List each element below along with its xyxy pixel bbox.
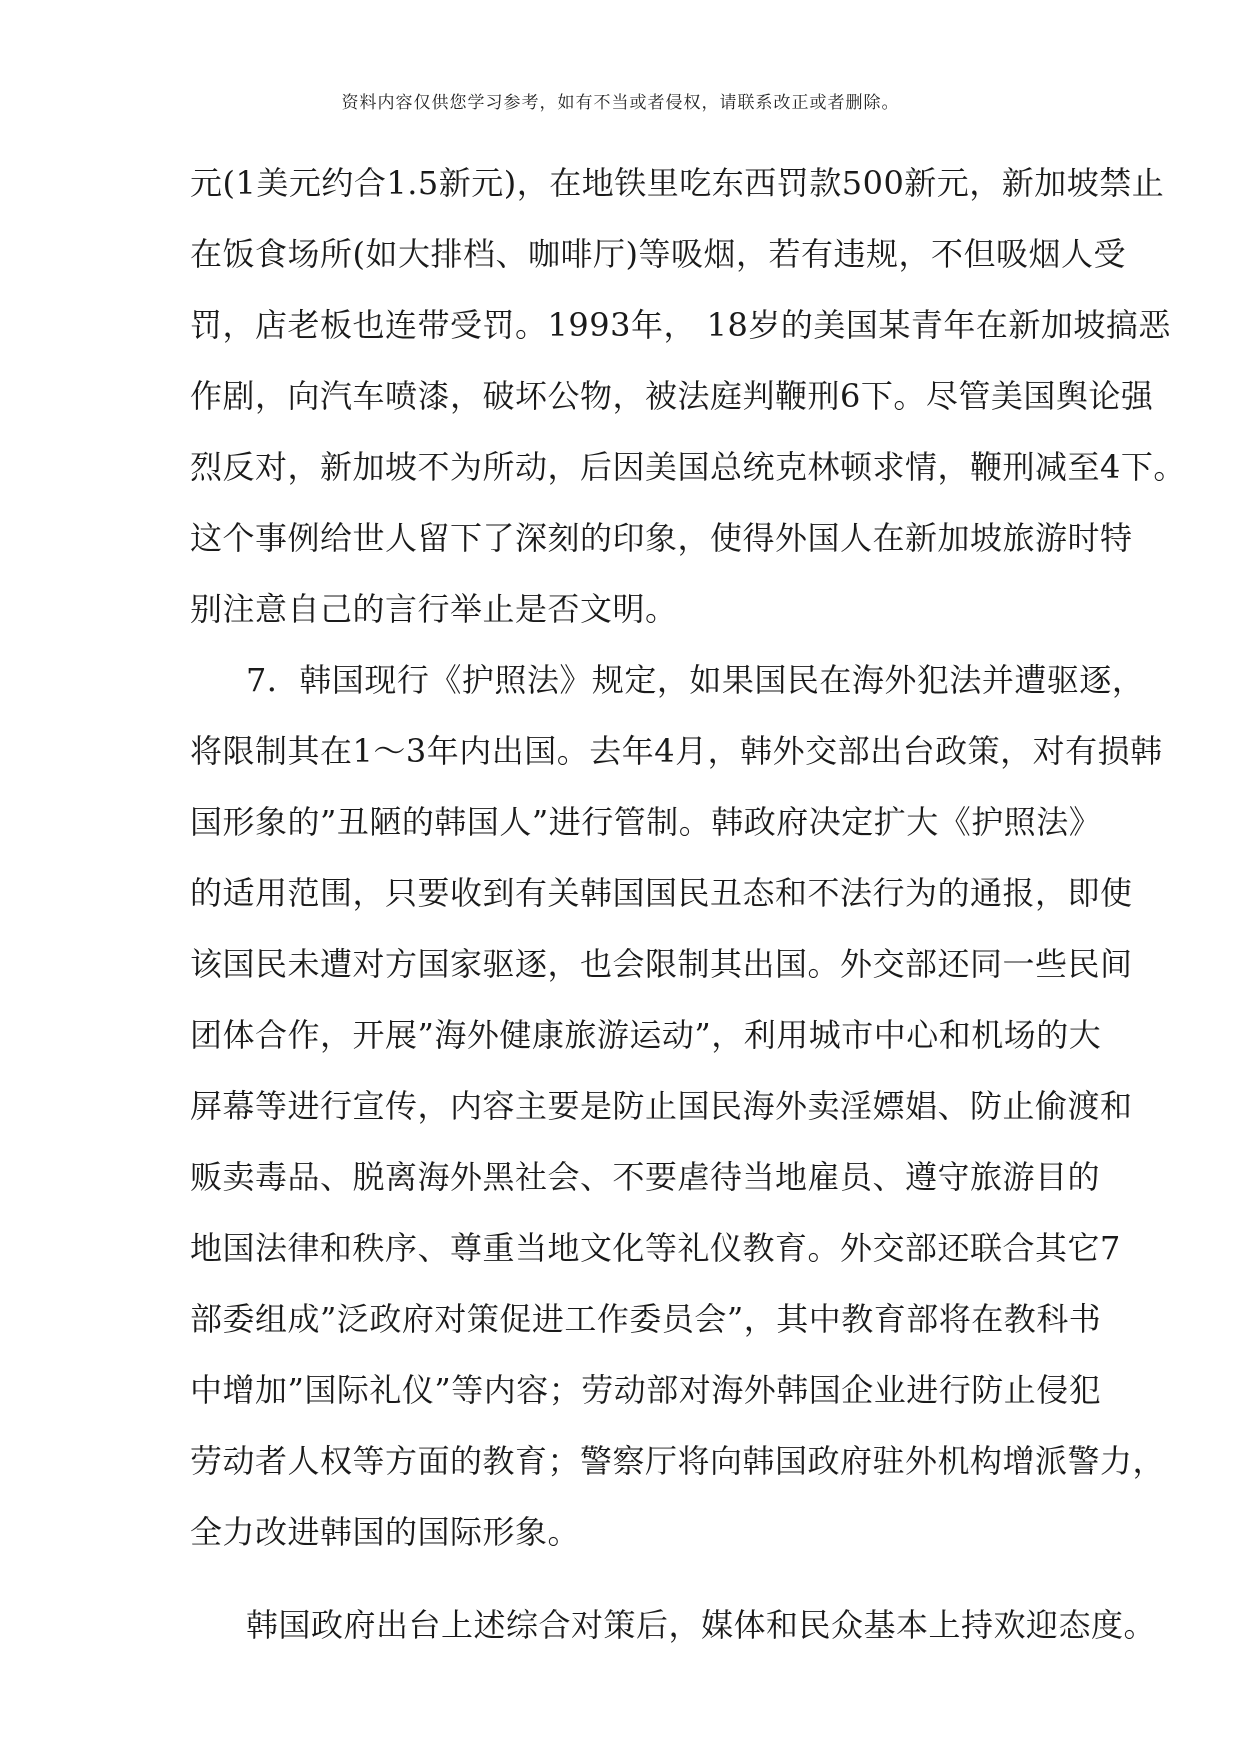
text-line: 屏幕等进行宣传，内容主要是防止国民海外卖淫嫖娼、防止偷渡和 <box>190 1087 1133 1125</box>
document-body <box>190 155 1186 1668</box>
header-disclaimer: 资料内容仅供您学习参考，如有不当或者侵权，请联系改正或者删除。 <box>341 93 900 113</box>
text-line: 烈反对，新加坡不为所动，后因美国总统克林顿求情，鞭刑减至4下。 <box>190 448 1186 486</box>
text-line: 别注意自己的言行举止是否文明。 <box>190 590 678 628</box>
text-line: 全力改进韩国的国际形象。 <box>190 1513 581 1551</box>
text-line: 将限制其在1～3年内出国。去年4月，韩外交部出台政策，对有损韩 <box>190 732 1163 770</box>
text-line: 作剧，向汽车喷漆，破坏公物，被法庭判鞭刑6下。尽管美国舆论强 <box>190 377 1154 415</box>
text-line: 中增加”国际礼仪”等内容；劳动部对海外韩国企业进行防止侵犯 <box>190 1371 1102 1409</box>
text-line: 国形象的”丑陋的韩国人”进行管制。韩政府决定扩大《护照法》 <box>190 803 1102 841</box>
text-line: 元(1美元约合1.5新元)，在地铁里吃东西罚款500新元，新加坡禁止 <box>190 164 1165 202</box>
paragraph <box>190 155 1186 652</box>
paragraph <box>190 652 1166 1575</box>
text-line: 韩国政府出台上述综合对策后，媒体和民众基本上持欢迎态度。 <box>246 1606 1157 1644</box>
text-line: 这个事例给世人留下了深刻的印象，使得外国人在新加坡旅游时特 <box>190 519 1133 557</box>
text-line: 在饭食场所(如大排档、咖啡厅)等吸烟，若有违规，不但吸烟人受 <box>190 235 1126 273</box>
text-line: 贩卖毒品、脱离海外黑社会、不要虐待当地雇员、遵守旅游目的 <box>190 1158 1101 1196</box>
text-line: 部委组成”泛政府对策促进工作委员会”，其中教育部将在教科书 <box>190 1300 1102 1338</box>
text-line: 劳动者人权等方面的教育；警察厅将向韩国政府驻外机构增派警力， <box>190 1442 1166 1480</box>
text-line: 7．韩国现行《护照法》规定，如果国民在海外犯法并遭驱逐， <box>246 661 1145 699</box>
text-line: 该国民未遭对方国家驱逐，也会限制其出国。外交部还同一些民间 <box>190 945 1133 983</box>
text-line: 地国法律和秩序、尊重当地文化等礼仪教育。外交部还联合其它7 <box>190 1229 1121 1267</box>
paragraph-gap <box>190 1575 1070 1597</box>
paragraph <box>190 1597 1157 1668</box>
text-line: 的适用范围，只要收到有关韩国国民丑态和不法行为的通报，即使 <box>190 874 1133 912</box>
text-line: 罚，店老板也连带受罚。1993年， 18岁的美国某青年在新加坡搞恶 <box>190 306 1171 344</box>
text-line: 团体合作，开展”海外健康旅游运动”，利用城市中心和机场的大 <box>190 1016 1102 1054</box>
